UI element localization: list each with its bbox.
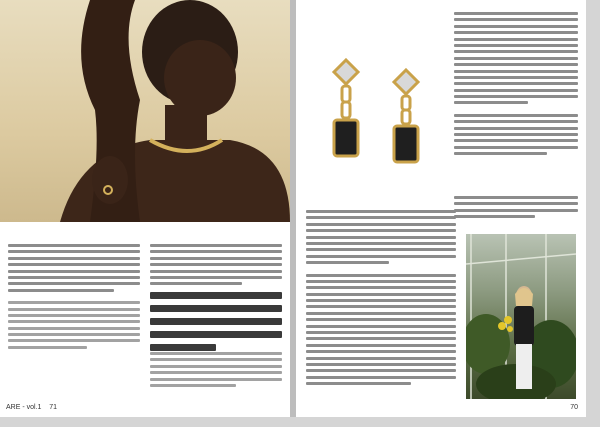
mid-right-text <box>454 196 578 222</box>
earrings-photo <box>316 40 436 210</box>
top-text-column <box>454 12 578 159</box>
portrait-photo <box>0 0 290 222</box>
left-column-text <box>8 244 140 352</box>
pull-quote <box>150 292 282 357</box>
footer-label <box>6 404 57 411</box>
right-earring <box>394 70 418 162</box>
bottom-left-text <box>306 210 456 389</box>
left-page <box>0 0 290 417</box>
greenhouse-photo <box>466 234 576 399</box>
page-number-left: 71 <box>49 404 57 411</box>
magazine-title: ARE - vol.1 <box>6 404 42 411</box>
right-column-text-bottom <box>150 352 282 390</box>
greenhouse-illustration <box>466 234 576 399</box>
portrait-illustration <box>0 0 290 222</box>
left-earring <box>334 60 358 156</box>
right-page <box>296 0 586 417</box>
right-column-text <box>150 244 282 289</box>
page-number-right: 70 <box>570 404 578 411</box>
